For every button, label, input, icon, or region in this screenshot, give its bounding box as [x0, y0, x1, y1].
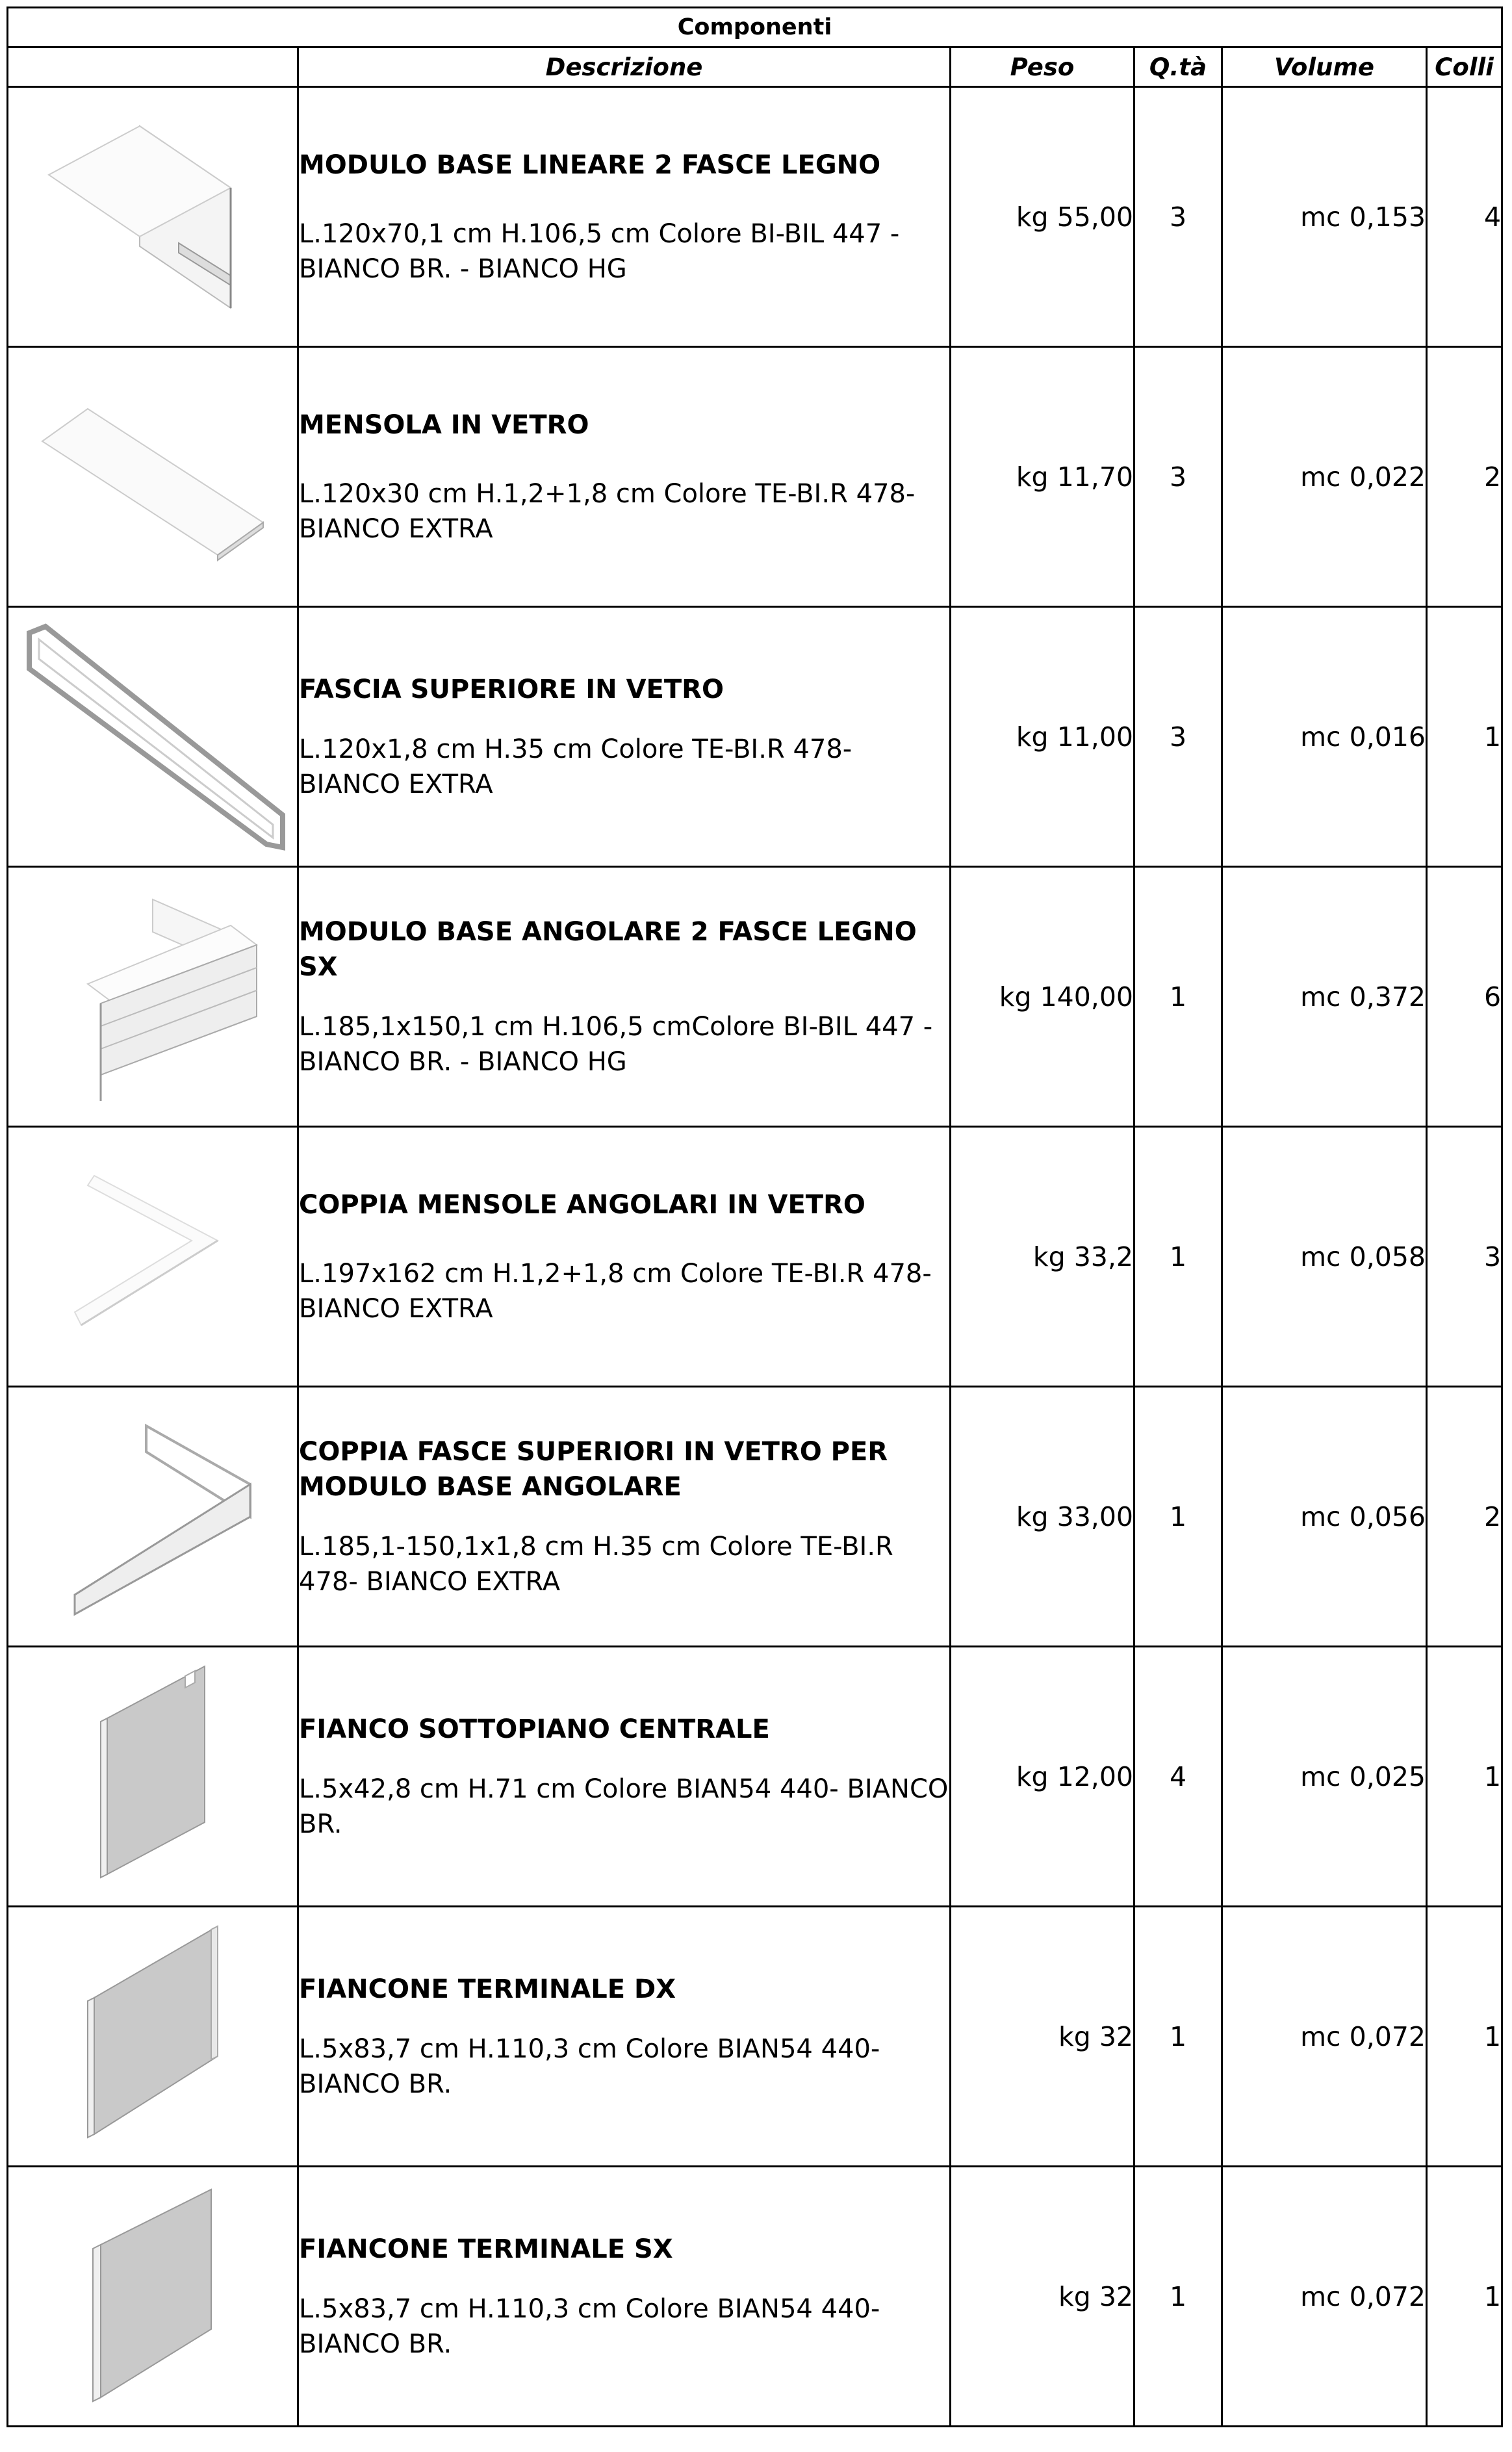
table-row — [8, 1387, 1502, 1647]
table-title-row — [8, 8, 1502, 47]
item-peso: kg 11,70 — [951, 347, 1134, 607]
item-qta: 1 — [1134, 867, 1222, 1127]
item-colli: 1 — [1427, 2167, 1502, 2427]
item-qta: 1 — [1134, 1907, 1222, 2167]
table-row — [8, 1127, 1502, 1387]
fiancone-sx-icon — [68, 2180, 237, 2414]
item-name: FASCIA SUPERIORE IN VETRO — [299, 674, 724, 704]
item-peso: kg 140,00 — [951, 867, 1134, 1127]
item-spec: L.120x70,1 cm H.106,5 cm Colore BI-BIL 447 - BIANCO BR. - BIANCO HG — [299, 218, 900, 284]
item-spec: L.5x83,7 cm H.110,3 cm Colore BIAN54 440- BIANCO BR. — [299, 2033, 880, 2099]
item-spec: L.120x1,8 cm H.35 cm Colore TE-BI.R 478- BIANCO EXTRA — [299, 734, 852, 799]
item-qta: 3 — [1134, 87, 1222, 347]
item-name: COPPIA MENSOLE ANGOLARI IN VETRO — [299, 1189, 865, 1220]
colli-header: Colli — [1427, 47, 1502, 87]
qta-header: Q.tà — [1134, 47, 1222, 87]
item-volume: mc 0,025 — [1222, 1647, 1427, 1907]
table-row — [8, 1907, 1502, 2167]
table-row — [8, 867, 1502, 1127]
item-volume: mc 0,022 — [1222, 347, 1427, 607]
mensola-vetro-icon — [29, 380, 276, 574]
item-name: FIANCONE TERMINALE SX — [299, 2234, 673, 2264]
item-name: FIANCONE TERMINALE DX — [299, 1974, 676, 2004]
item-peso: kg 32 — [951, 1907, 1134, 2167]
mensole-angolari-icon — [55, 1163, 250, 1351]
table-row — [8, 1647, 1502, 1907]
fiancone-dx-icon — [68, 1920, 237, 2154]
table-row — [8, 2167, 1502, 2427]
descrizione-header: Descrizione — [298, 47, 951, 87]
item-name: FIANCO SOTTOPIANO CENTRALE — [299, 1714, 770, 1744]
item-colli: 1 — [1427, 1647, 1502, 1907]
item-volume: mc 0,072 — [1222, 2167, 1427, 2427]
item-spec: L.185,1x150,1 cm H.106,5 cmColore BI-BIL 447 - BIANCO BR. - BIANCO HG — [299, 1011, 933, 1077]
fianco-sottopiano-icon — [81, 1660, 224, 1894]
modulo-base-angolare-icon — [36, 886, 270, 1107]
volume-header: Volume — [1222, 47, 1427, 87]
table-row — [8, 347, 1502, 607]
item-volume: mc 0,153 — [1222, 87, 1427, 347]
item-name: COPPIA FASCE SUPERIORI IN VETRO PER MODULO BASE ANGOLARE — [299, 1436, 888, 1502]
item-colli: 2 — [1427, 1387, 1502, 1647]
components-table — [6, 6, 1503, 2427]
table-title: Componenti — [8, 8, 1502, 47]
item-volume: mc 0,372 — [1222, 867, 1427, 1127]
peso-header: Peso — [951, 47, 1134, 87]
item-volume: mc 0,056 — [1222, 1387, 1427, 1647]
item-volume: mc 0,072 — [1222, 1907, 1427, 2167]
item-colli: 4 — [1427, 87, 1502, 347]
item-colli: 3 — [1427, 1127, 1502, 1387]
item-peso: kg 55,00 — [951, 87, 1134, 347]
fascia-superiore-icon — [16, 620, 289, 854]
item-peso: kg 33,00 — [951, 1387, 1134, 1647]
item-spec: L.5x83,7 cm H.110,3 cm Colore BIAN54 440- BIANCO BR. — [299, 2293, 880, 2359]
item-qta: 1 — [1134, 2167, 1222, 2427]
item-qta: 3 — [1134, 607, 1222, 867]
item-peso: kg 33,2 — [951, 1127, 1134, 1387]
item-spec: L.120x30 cm H.1,2+1,8 cm Colore TE-BI.R 478- BIANCO EXTRA — [299, 478, 916, 544]
modulo-base-lineare-icon — [36, 113, 270, 321]
item-qta: 1 — [1134, 1387, 1222, 1647]
item-colli: 2 — [1427, 347, 1502, 607]
item-spec: L.5x42,8 cm H.71 cm Colore BIAN54 440- BIANCO BR. — [299, 1774, 949, 1839]
item-spec: L.197x162 cm H.1,2+1,8 cm Colore TE-BI.R 478- BIANCO EXTRA — [299, 1258, 932, 1324]
item-peso: kg 12,00 — [951, 1647, 1134, 1907]
item-volume: mc 0,058 — [1222, 1127, 1427, 1387]
table-header-row — [8, 47, 1502, 87]
item-colli: 1 — [1427, 1907, 1502, 2167]
table-row — [8, 87, 1502, 347]
fasce-superiori-angolari-icon — [49, 1413, 257, 1621]
item-spec: L.185,1-150,1x1,8 cm H.35 cm Colore TE-BI.R 478- BIANCO EXTRA — [299, 1531, 893, 1597]
item-peso: kg 32 — [951, 2167, 1134, 2427]
item-peso: kg 11,00 — [951, 607, 1134, 867]
item-qta: 3 — [1134, 347, 1222, 607]
item-qta: 4 — [1134, 1647, 1222, 1907]
item-name: MODULO BASE ANGOLARE 2 FASCE LEGNO SX — [299, 916, 917, 982]
image-column-header — [8, 47, 298, 87]
item-name: MENSOLA IN VETRO — [299, 409, 589, 440]
item-name: MODULO BASE LINEARE 2 FASCE LEGNO — [299, 149, 881, 180]
item-volume: mc 0,016 — [1222, 607, 1427, 867]
item-colli: 1 — [1427, 607, 1502, 867]
item-qta: 1 — [1134, 1127, 1222, 1387]
item-colli: 6 — [1427, 867, 1502, 1127]
table-row — [8, 607, 1502, 867]
